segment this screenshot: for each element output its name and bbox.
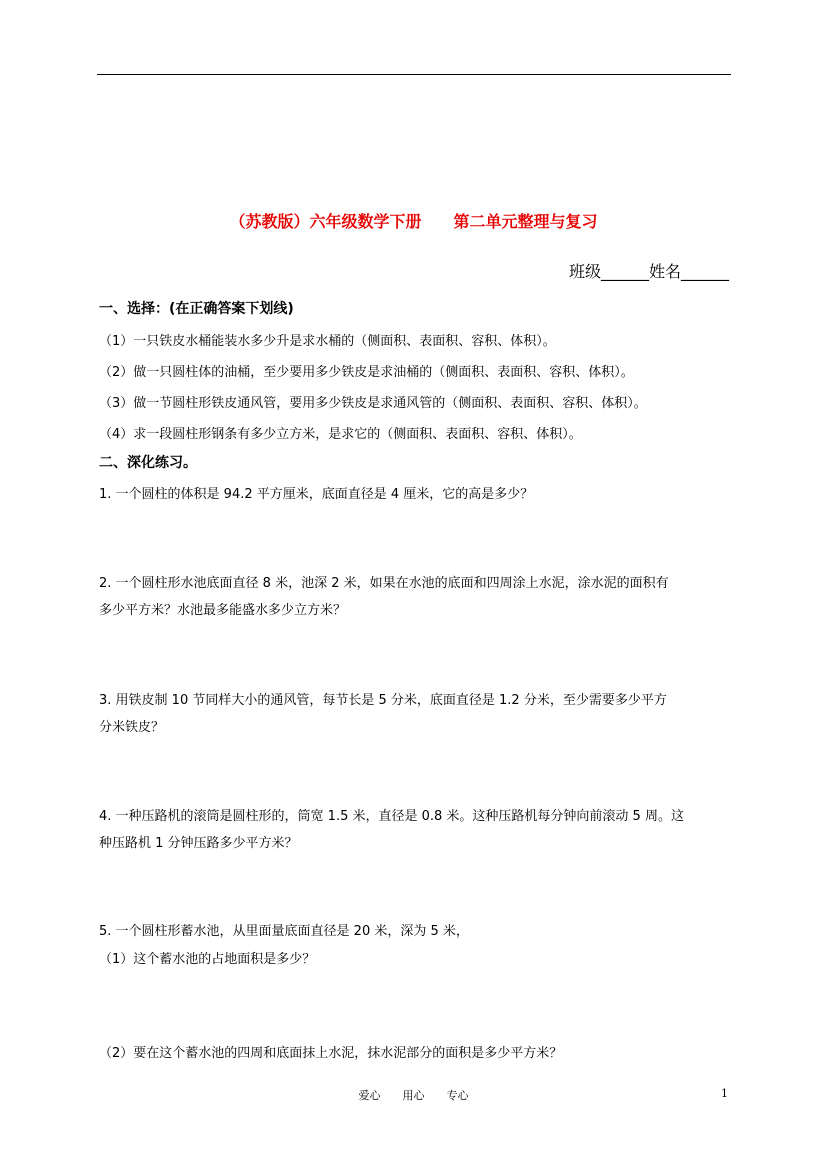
question-5-sub-2: （2）要在这个蓄水池的四周和底面抹上水泥，抹水泥部分的面积是多少平方米？ [99, 1046, 563, 1061]
choice-item-1: （1）一只铁皮水桶能装水多少升是求水桶的（侧面积、表面积、容积、体积）。 [99, 334, 556, 349]
question-2-line-1: 2. 一个圆柱形水池底面直径 8 米，池深 2 米，如果在水池的底面和四周涂上水泥，涂水泥的面积有 [99, 576, 669, 591]
page-number: 1 [721, 1087, 728, 1100]
class-name-line: 班级______姓名______ [568, 262, 729, 281]
question-5-sub-1: （1）这个蓄水池的占地面积是多少？ [99, 952, 316, 967]
question-4-line-1: 4. 一种压路机的滚筒是圆柱形的，筒宽 1.5 米，直径是 0.8 米。这种压路机每分钟向前滚动 5 周。这 [99, 809, 684, 824]
question-4-line-2: 种压路机 1 分钟压路多少平方米？ [99, 836, 298, 851]
section2-heading: 二、深化练习。 [99, 455, 197, 471]
question-5: 5. 一个圆柱形蓄水池，从里面量底面直径是 20 米，深为 5 米， [99, 924, 469, 939]
question-3-line-1: 3. 用铁皮制 10 节同样大小的通风管，每节长是 5 分米，底面直径是 1.2 分米，至少需要多少平方 [99, 693, 667, 708]
question-2-line-2: 多少平方米？水池最多能盛水多少立方米？ [99, 603, 347, 618]
choice-item-2: （2）做一只圆柱体的油桶，至少要用多少铁皮是求油桶的（侧面积、表面积、容积、体积）。 [99, 365, 634, 380]
header-rule [97, 74, 731, 75]
footer-motto: 爱心 用心 专心 [358, 1089, 469, 1102]
section1-heading: 一、选择：(在正确答案下划线) [99, 301, 294, 317]
choice-item-3: （3）做一节圆柱形铁皮通风管，要用多少铁皮是求通风管的（侧面积、表面积、容积、体积）。 [99, 396, 647, 411]
question-1: 1. 一个圆柱的体积是 94.2 平方厘米，底面直径是 4 厘米，它的高是多少？ [99, 487, 534, 502]
page-title: （苏教版）六年级数学下册 第二单元整理与复习 [229, 212, 598, 231]
question-3-line-2: 分米铁皮？ [99, 720, 165, 735]
choice-item-4: （4）求一段圆柱形钢条有多少立方米，是求它的（侧面积、表面积、容积、体积）。 [99, 427, 582, 442]
